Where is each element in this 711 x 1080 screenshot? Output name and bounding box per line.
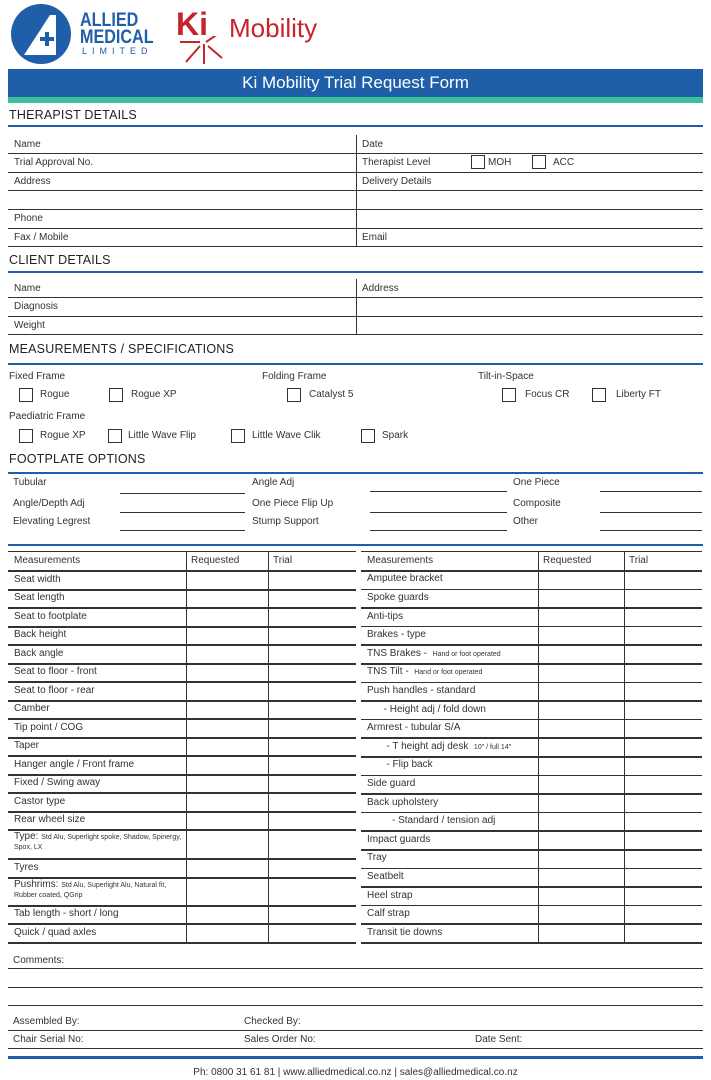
assembled-by-input[interactable] (90, 1013, 244, 1031)
fill-line (120, 493, 245, 494)
trial-input[interactable] (270, 701, 358, 719)
table-row-label (14, 927, 184, 939)
therapist-field-label: Name (14, 139, 41, 150)
frame-option-label: Spark (382, 430, 409, 441)
requested-input[interactable] (540, 887, 626, 905)
trial-input[interactable] (270, 924, 358, 942)
trial-input[interactable] (270, 812, 358, 830)
footplate-option: Elevating Legrest (13, 516, 91, 527)
table-row-label (14, 574, 184, 586)
requested-input[interactable] (188, 719, 270, 737)
table-row-label (367, 722, 536, 734)
measurement-name: Calf strap (367, 908, 410, 920)
measurement-name: Back angle (14, 647, 64, 659)
requested-input[interactable] (540, 794, 626, 812)
divider (8, 968, 703, 969)
requested-input[interactable] (188, 627, 270, 645)
therapist-left-input-1[interactable] (110, 155, 354, 173)
frame-checkbox[interactable] (592, 388, 606, 402)
footplate-input[interactable] (120, 515, 249, 533)
date-sent-input[interactable] (530, 1031, 704, 1049)
requested-input[interactable] (188, 775, 270, 793)
footplate-option: Angle Adj (252, 477, 295, 488)
section-rule (8, 125, 703, 127)
therapist-left-input-3[interactable] (110, 192, 354, 210)
trial-input[interactable] (626, 813, 704, 831)
table-row-label (367, 685, 536, 697)
requested-input[interactable] (188, 830, 270, 848)
trial-input[interactable] (626, 720, 704, 738)
table-row-label (14, 814, 184, 826)
table-row-label (367, 629, 536, 641)
footplate-input[interactable] (120, 497, 249, 515)
measurement-name: Tray (367, 852, 387, 864)
footplate-heading: FOOTPLATE OPTIONS (9, 452, 146, 466)
section-rule (8, 544, 703, 546)
requested-input[interactable] (188, 793, 270, 811)
trial-input[interactable] (270, 793, 358, 811)
fixed-frame-label: Fixed Frame (9, 371, 66, 382)
trial-input[interactable] (626, 887, 704, 905)
table-header: Measurements (367, 555, 434, 566)
measurement-name: Type: (14, 831, 39, 842)
frame-checkbox[interactable] (287, 388, 301, 402)
therapist-details-heading: THERAPIST DETAILS (9, 108, 137, 122)
tilt-in-space-label: Tilt-in-Space (478, 371, 534, 382)
requested-input[interactable] (540, 664, 626, 682)
measurement-name: Heel strap (367, 889, 413, 901)
trial-input[interactable] (626, 738, 704, 756)
measurement-note: Std Alu, Superlight spoke, Shadow, Spinergy, Spox, LX (14, 834, 182, 851)
date-sent-label: Date Sent: (475, 1034, 523, 1045)
frame-option-label: Focus CR (525, 389, 570, 400)
measurement-name: Back height (14, 629, 67, 640)
table-top (361, 551, 702, 552)
therapist-right-input-4[interactable] (470, 211, 702, 229)
trial-input[interactable] (626, 794, 704, 812)
trial-input[interactable] (626, 683, 704, 701)
measurement-name: Seatbelt (367, 870, 404, 882)
trial-input[interactable] (270, 682, 358, 700)
table-row-line (361, 942, 702, 944)
trial-input[interactable] (270, 571, 358, 589)
measurement-name: Anti-tips (367, 610, 404, 622)
sales-order-label: Sales Order No: (244, 1034, 316, 1045)
measurement-name: - Standard / tension adj (367, 815, 496, 827)
footplate-option: Stump Support (252, 516, 319, 527)
table-row-label (14, 880, 184, 900)
table-row-label (14, 862, 184, 874)
acc-checkbox[interactable] (532, 155, 546, 169)
acc-label: ACC (553, 157, 575, 168)
measurement-name: Quick / quad axles (14, 926, 97, 938)
requested-input[interactable] (188, 878, 270, 896)
measurement-name: Seat width (14, 573, 61, 585)
measurement-name: Impact guards (367, 833, 431, 845)
table-row-label (14, 685, 184, 697)
measurement-name: Rear wheel size (14, 814, 86, 825)
ki-starburst-icon (180, 36, 230, 66)
trial-input[interactable] (626, 664, 704, 682)
measurement-name: Seat length (14, 592, 65, 603)
measurement-name: Transit tie downs (367, 926, 443, 938)
ki-logo-mobility: Mobility (229, 13, 318, 43)
requested-input[interactable] (540, 738, 626, 756)
trial-input[interactable] (626, 701, 704, 719)
trial-input[interactable] (626, 850, 704, 868)
trial-input[interactable] (270, 775, 358, 793)
frame-option-label: Rogue XP (40, 430, 86, 441)
measurement-name: Taper (14, 740, 40, 751)
frame-checkbox[interactable] (19, 388, 33, 402)
requested-input[interactable] (540, 813, 626, 831)
requested-input[interactable] (540, 869, 626, 887)
measurement-name: Amputee bracket (367, 573, 443, 585)
trial-input[interactable] (270, 590, 358, 608)
column-divider (356, 135, 357, 246)
section-rule (8, 472, 703, 474)
client-details-heading: CLIENT DETAILS (9, 253, 111, 267)
trial-input[interactable] (626, 776, 704, 794)
table-row-label (367, 573, 536, 585)
requested-input[interactable] (540, 906, 626, 924)
table-row-label (14, 908, 184, 920)
divider (8, 246, 703, 247)
requested-input[interactable] (188, 701, 270, 719)
allied-logo-subtext: LIMITED (82, 46, 153, 56)
table-header: Requested (543, 555, 592, 566)
requested-input[interactable] (540, 608, 626, 626)
comments-label: Comments: (13, 955, 65, 966)
measurement-note: Std Alu, Superlight Alu, Natural fit, Rubber coated, QGrip (14, 882, 167, 899)
chair-serial-input[interactable] (100, 1031, 244, 1049)
client-left-input-1[interactable] (100, 299, 354, 317)
folding-frame-label: Folding Frame (262, 371, 327, 382)
therapist-field-label: Phone (14, 213, 43, 224)
table-row-label (367, 666, 536, 679)
table-row-label (14, 759, 184, 771)
trial-input[interactable] (270, 719, 358, 737)
form-title: Ki Mobility Trial Request Form (242, 73, 469, 92)
moh-checkbox[interactable] (471, 155, 485, 169)
requested-input[interactable] (540, 627, 626, 645)
requested-input[interactable] (540, 701, 626, 719)
frame-option-label: Little Wave Clik (252, 430, 321, 441)
table-row-label (14, 592, 184, 604)
frame-option-label: Rogue (40, 389, 70, 400)
checked-by-label: Checked By: (244, 1016, 301, 1027)
table-header: Requested (191, 555, 240, 566)
title-bar (8, 69, 703, 97)
table-row-label (367, 797, 536, 809)
divider (8, 1048, 703, 1049)
trial-input[interactable] (270, 608, 358, 626)
requested-input[interactable] (540, 757, 626, 775)
table-row-label (367, 852, 536, 864)
table-row-label (367, 741, 536, 754)
measurement-name: Seat to floor - front (14, 666, 97, 677)
table-row-label (14, 740, 184, 752)
ki-logo-text: Ki (176, 6, 208, 42)
measurement-name: TNS Brakes - (367, 647, 430, 659)
checked-by-input[interactable] (310, 1013, 704, 1031)
measurement-name: Tyres (14, 861, 39, 873)
trial-input[interactable] (626, 924, 704, 942)
footplate-option: Angle/Depth Adj (13, 498, 85, 509)
footplate-option: Composite (513, 498, 561, 509)
measurement-name: Seat to floor - rear (14, 684, 95, 696)
title-accent-strip (8, 97, 703, 103)
trial-input[interactable] (626, 757, 704, 775)
section-rule (8, 363, 703, 365)
requested-input[interactable] (540, 683, 626, 701)
frame-option-label: Liberty FT (616, 389, 662, 400)
sales-order-input[interactable] (325, 1031, 474, 1049)
trial-input[interactable] (626, 627, 704, 645)
measurement-note: Hand or foot operated (414, 669, 483, 677)
measurement-name: Back upholstery (367, 796, 439, 808)
section-rule (8, 271, 703, 273)
footer-contact: Ph: 0800 31 61 81 | www.alliedmedical.co.nz | sales@alliedmedical.co.nz (193, 1067, 518, 1078)
specs-heading: MEASUREMENTS / SPECIFICATIONS (9, 342, 235, 356)
requested-input[interactable] (188, 590, 270, 608)
therapist-field-label: Email (362, 232, 388, 243)
trial-input[interactable] (270, 645, 358, 663)
frame-checkbox[interactable] (502, 388, 516, 402)
table-row-label (14, 796, 184, 808)
divider (8, 334, 703, 335)
trial-input[interactable] (626, 571, 704, 589)
requested-input[interactable] (540, 831, 626, 849)
requested-input[interactable] (188, 645, 270, 663)
client-right-input-1[interactable] (420, 299, 704, 317)
table-header: Trial (629, 555, 649, 566)
table-col-divider (538, 551, 539, 942)
requested-input[interactable] (188, 756, 270, 774)
frame-checkbox[interactable] (108, 429, 122, 443)
measurement-name: Spoke guards (367, 591, 429, 603)
requested-input[interactable] (540, 645, 626, 663)
table-row-label (14, 648, 184, 660)
requested-input[interactable] (540, 850, 626, 868)
therapist-field-label: Therapist Level (362, 157, 431, 168)
trial-input[interactable] (270, 664, 358, 682)
footplate-input[interactable] (370, 476, 511, 494)
footplate-option: Tubular (13, 477, 47, 488)
measurement-name: - Flip back (367, 759, 433, 771)
trial-input[interactable] (270, 756, 358, 774)
requested-input[interactable] (188, 571, 270, 589)
trial-input[interactable] (626, 906, 704, 924)
table-row-label (367, 815, 536, 827)
measurement-name: Fixed / Swing away (14, 777, 101, 788)
therapist-field-label: Delivery Details (362, 176, 432, 187)
therapist-field-label: Fax / Mobile (14, 232, 69, 243)
trial-input[interactable] (270, 830, 358, 848)
moh-label: MOH (488, 157, 512, 168)
requested-input[interactable] (540, 924, 626, 942)
allied-medical-logo (10, 3, 74, 65)
measurement-name: Tab length - short / long (14, 908, 119, 919)
table-row-label (14, 777, 184, 789)
measurement-name: - T height adj desk (367, 740, 472, 752)
table-row-label (14, 611, 184, 623)
trial-input[interactable] (626, 590, 704, 608)
footplate-option: One Piece (513, 477, 560, 488)
trial-input[interactable] (270, 906, 358, 924)
measurement-name: Tip point / COG (14, 721, 84, 733)
footplate-input[interactable] (600, 515, 706, 533)
table-col-divider (186, 551, 187, 942)
measurement-name: TNS Tilt - (367, 666, 412, 678)
footplate-input[interactable] (600, 497, 706, 515)
client-field-label: Name (14, 283, 41, 294)
requested-input[interactable] (188, 664, 270, 682)
client-field-label: Weight (14, 320, 45, 331)
requested-input[interactable] (188, 924, 270, 942)
requested-input[interactable] (188, 608, 270, 626)
footplate-input[interactable] (370, 497, 511, 515)
measurement-name: Push handles - standard (367, 684, 476, 696)
comments-input-3[interactable] (10, 989, 704, 1007)
frame-checkbox[interactable] (19, 429, 33, 443)
requested-input[interactable] (540, 590, 626, 608)
client-field-label: Diagnosis (14, 301, 58, 312)
table-row-label (14, 832, 184, 852)
table-row-label (367, 908, 536, 920)
paediatric-frame-label: Paediatric Frame (9, 411, 86, 422)
table-row-label (367, 611, 536, 623)
chair-serial-label: Chair Serial No: (13, 1034, 84, 1045)
assembled-by-label: Assembled By: (13, 1016, 80, 1027)
table-row-label (367, 592, 536, 604)
trial-input[interactable] (270, 627, 358, 645)
trial-input[interactable] (626, 869, 704, 887)
frame-option-label: Little Wave Flip (128, 430, 196, 441)
table-row-line (8, 942, 356, 944)
frame-checkbox[interactable] (109, 388, 123, 402)
requested-input[interactable] (188, 812, 270, 830)
trial-input[interactable] (626, 831, 704, 849)
frame-checkbox[interactable] (231, 429, 245, 443)
table-row-label (367, 778, 536, 790)
requested-input[interactable] (188, 906, 270, 924)
therapist-field-label: Address (14, 176, 51, 187)
trial-input[interactable] (270, 859, 358, 877)
measurement-name: Side guard (367, 777, 416, 789)
frame-option-label: Catalyst 5 (309, 389, 354, 400)
therapist-field-label: Date (362, 139, 384, 150)
measurement-note: Hand or foot operated (432, 650, 501, 658)
table-row-label (367, 759, 536, 771)
requested-input[interactable] (540, 776, 626, 794)
measurement-note: 10" / full 14" (473, 743, 512, 751)
measurement-name: Hanger angle / Front frame (14, 758, 135, 770)
column-divider (356, 279, 357, 334)
therapist-field-label: Trial Approval No. (14, 157, 94, 168)
requested-input[interactable] (540, 571, 626, 589)
comments-input-2[interactable] (10, 971, 704, 989)
measurement-name: Brakes - type (367, 629, 426, 641)
therapist-left-input-4[interactable] (110, 211, 354, 229)
table-row-label (14, 629, 184, 641)
footplate-option: Other (513, 516, 539, 527)
table-header: Measurements (14, 555, 81, 566)
table-row-label (367, 871, 536, 883)
footplate-input[interactable] (370, 515, 511, 533)
trial-input[interactable] (626, 645, 704, 663)
table-row-label (14, 666, 184, 678)
measurement-name: Castor type (14, 795, 66, 807)
therapist-right-input-3[interactable] (470, 192, 702, 210)
requested-input[interactable] (188, 859, 270, 877)
table-header: Trial (273, 555, 293, 566)
table-row-label (367, 648, 536, 661)
client-field-label: Address (362, 283, 399, 294)
table-row-label (367, 927, 536, 939)
table-top (8, 551, 356, 552)
footplate-input[interactable] (600, 476, 706, 494)
measurement-name: Seat to footplate (14, 610, 87, 622)
trial-input[interactable] (270, 878, 358, 896)
table-row-label (14, 703, 184, 715)
section-rule (8, 1056, 703, 1059)
trial-input[interactable] (270, 738, 358, 756)
requested-input[interactable] (540, 720, 626, 738)
trial-input[interactable] (626, 608, 704, 626)
measurement-name: Pushrims: (14, 879, 59, 890)
allied-logo-text: ALLIED MEDICAL (80, 10, 154, 48)
table-row-label (367, 834, 536, 846)
table-row-label (367, 890, 536, 902)
table-row-label (367, 704, 536, 716)
frame-checkbox[interactable] (361, 429, 375, 443)
measurement-name: - Height adj / fold down (367, 703, 486, 715)
measurement-name: Armrest - tubular S/A (367, 722, 461, 734)
footplate-option: One Piece Flip Up (252, 498, 334, 509)
requested-input[interactable] (188, 682, 270, 700)
requested-input[interactable] (188, 738, 270, 756)
measurement-name: Camber (14, 703, 50, 714)
table-row-label (14, 722, 184, 734)
frame-option-label: Rogue XP (131, 389, 177, 400)
